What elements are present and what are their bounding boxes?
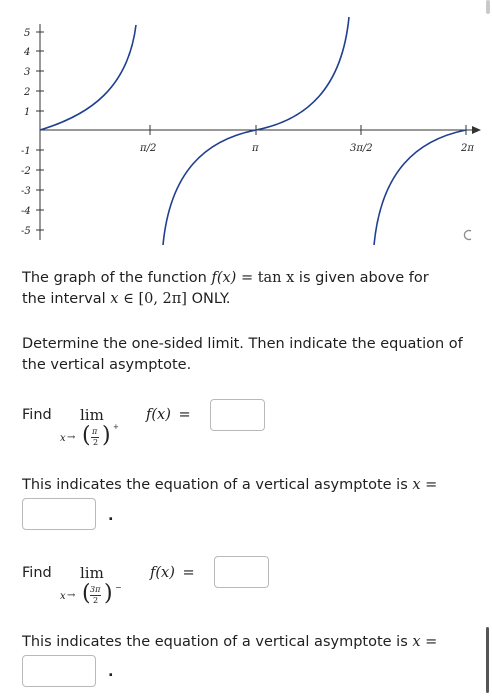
- asymptote-answer-input-2[interactable]: [22, 655, 96, 687]
- tangent-graph: [0, 0, 492, 256]
- y-tick-label: 4: [24, 47, 31, 58]
- asymptote-answer-input-1[interactable]: [22, 498, 96, 530]
- limit-answer-input-1[interactable]: [210, 399, 265, 431]
- period-1: .: [108, 508, 114, 524]
- x-tick-label: 2π: [461, 143, 474, 154]
- find-label-2: Find: [22, 565, 52, 581]
- x-axis: [40, 126, 481, 134]
- tan-curve-branch-3: [374, 130, 466, 245]
- tan-curve-branch-1: [40, 25, 136, 130]
- y-tick-label: -1: [21, 146, 31, 157]
- scrollbar-top[interactable]: [486, 0, 490, 14]
- x-tick-label: π/2: [140, 143, 157, 154]
- lim-label-2: lim: [80, 564, 104, 582]
- y-tick-label: -4: [21, 206, 31, 217]
- limit-answer-input-2[interactable]: [214, 556, 269, 588]
- y-tick-label: 3: [24, 67, 31, 78]
- y-tick-label: 2: [24, 87, 31, 98]
- tan-expression: tan x: [257, 270, 295, 286]
- reset-view-icon[interactable]: [464, 231, 471, 240]
- x-tick-label: 3π/2: [350, 143, 373, 154]
- func-f-of-x: f(x): [211, 270, 237, 286]
- scrollbar-bottom[interactable]: [486, 627, 489, 693]
- y-tick-label: -2: [21, 166, 31, 177]
- y-tick-label: 1: [24, 107, 31, 118]
- limit-function-1: f(x) =: [146, 407, 191, 423]
- period-2: .: [108, 664, 114, 680]
- asymptote-statement-1: This indicates the equation of a vertical asymptote is x =: [22, 477, 438, 493]
- lim-label-1: lim: [80, 406, 104, 424]
- limit-function-2: f(x) =: [150, 565, 195, 581]
- problem-intro-line2: the interval x ∈ [0, 2π] ONLY.: [22, 291, 231, 307]
- instruction-text: Determine the one-sided limit. Then indicate the equation of the vertical asymptote.: [22, 336, 463, 373]
- find-label-1: Find: [22, 407, 52, 423]
- asymptote-statement-2: This indicates the equation of a vertical asymptote is x =: [22, 634, 438, 650]
- y-tick-label: -3: [21, 186, 31, 197]
- y-tick-label: -5: [21, 226, 31, 237]
- x-tick-label: π: [252, 143, 259, 154]
- problem-intro-line1: The graph of the function f(x) = tan x is given above for: [22, 270, 429, 286]
- y-tick-label: 5: [24, 28, 31, 39]
- interval: [0, 2π]: [138, 291, 187, 307]
